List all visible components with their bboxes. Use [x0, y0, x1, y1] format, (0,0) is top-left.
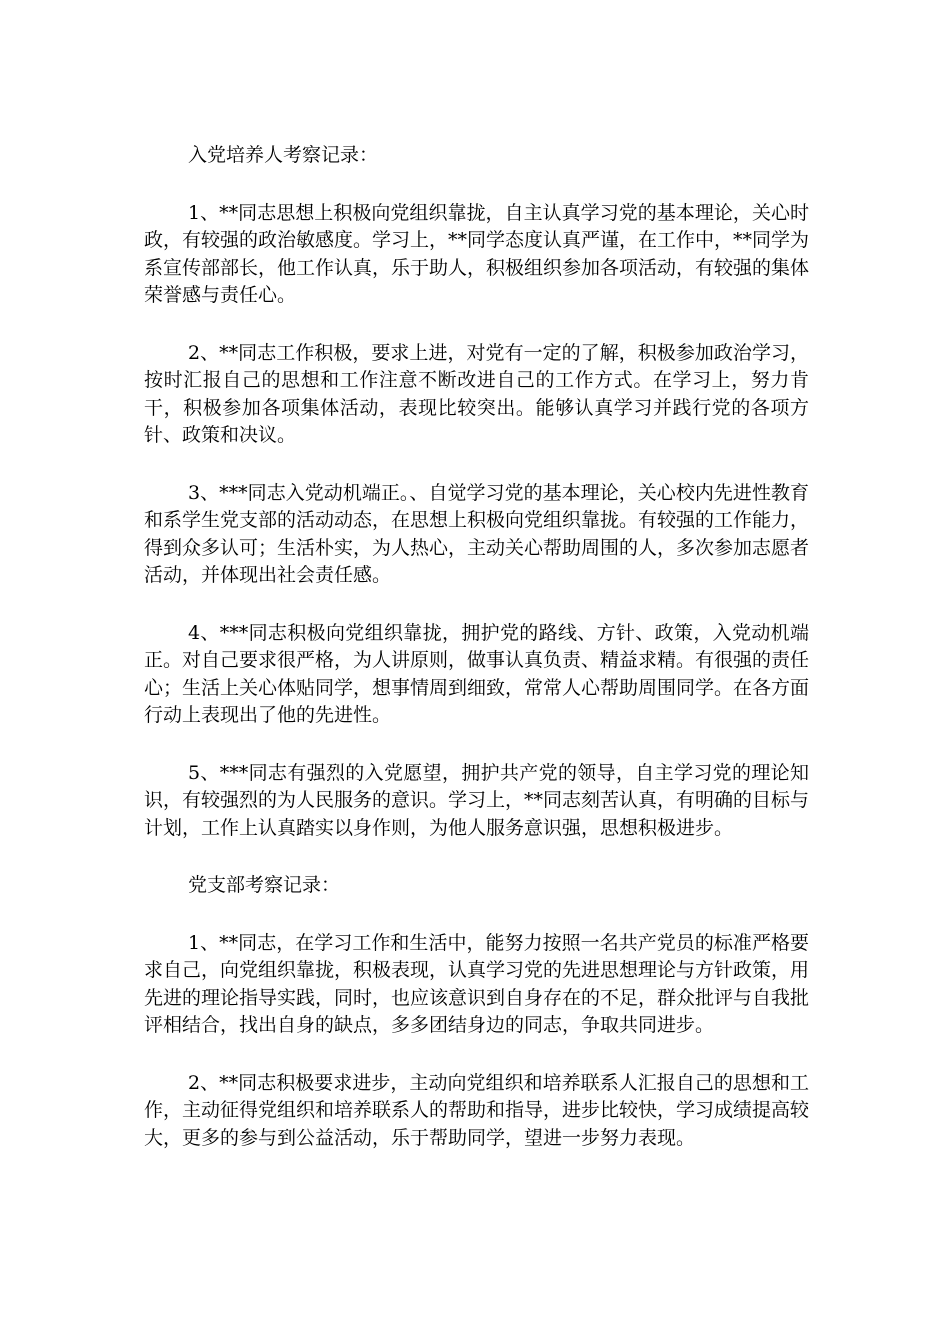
trainer-record-paragraph-3: 3、***同志入党动机端正。、自觉学习党的基本理论，关心校内先进性教育和系学生党支部的活动动态，在思想上积极向党组织靠拢。有较强的工作能力，得到众多认可；生活朴实，为人热心，主动关心帮助周围的人，多次参加志愿者活动，并体现出社会责任感。 [144, 481, 810, 586]
document-page [144, 142, 809, 1182]
trainer-record-paragraph-5: 5、***同志有强烈的入党愿望，拥护共产党的领导，自主学习党的理论知识，有较强烈的为人民服务的意识。学习上，**同志刻苦认真，有明确的目标与计划，工作上认真踏实以身作则，为他人服务意识强，思想积极进步。 [144, 761, 810, 839]
branch-record-paragraph-1: 1、**同志，在学习工作和生活中，能努力按照一名共产党员的标准严格要求自己，向党组织靠拢，积极表现，认真学习党的先进思想理论与方针政策，用先进的理论指导实践，同时，也应该意识到自身存在的不足，群众批评与自我批评相结合，找出自身的缺点，多多团结身边的同志，争取共同进步。 [144, 931, 810, 1036]
section-heading-branch-records: 党支部考察记录： [188, 874, 341, 896]
trainer-record-paragraph-2: 2、**同志工作积极，要求上进，对党有一定的了解，积极参加政治学习，按时汇报自己的思想和工作注意不断改进自己的工作方式。在学习上，努力肯干，积极参加各项集体活动，表现比较突出。能够认真学习并践行党的各项方针、政策和决议。 [144, 341, 809, 446]
trainer-record-paragraph-1: 1、**同志思想上积极向党组织靠拢，自主认真学习党的基本理论，关心时政，有较强的政治敏感度。学习上，**同学态度认真严谨，在工作中，**同学为系宣传部部长，他工作认真，乐于助人，积极组织参加各项活动，有较强的集体荣誉感与责任心。 [144, 201, 810, 306]
section-heading-trainer-records: 入党培养人考察记录： [188, 144, 379, 166]
branch-record-paragraph-2: 2、**同志积极要求进步，主动向党组织和培养联系人汇报自己的思想和工作，主动征得党组织和培养联系人的帮助和指导，进步比较快，学习成绩提高较大，更多的参与到公益活动，乐于帮助同学，望进一步努力表现。 [144, 1071, 810, 1149]
trainer-record-paragraph-4: 4、***同志积极向党组织靠拢，拥护党的路线、方针、政策，入党动机端正。对自己要求很严格，为人讲原则，做事认真负责、精益求精。有很强的责任心；生活上关心体贴同学，想事情周到细致，常常人心帮助周围同学。在各方面行动上表现出了他的先进性。 [144, 621, 810, 726]
